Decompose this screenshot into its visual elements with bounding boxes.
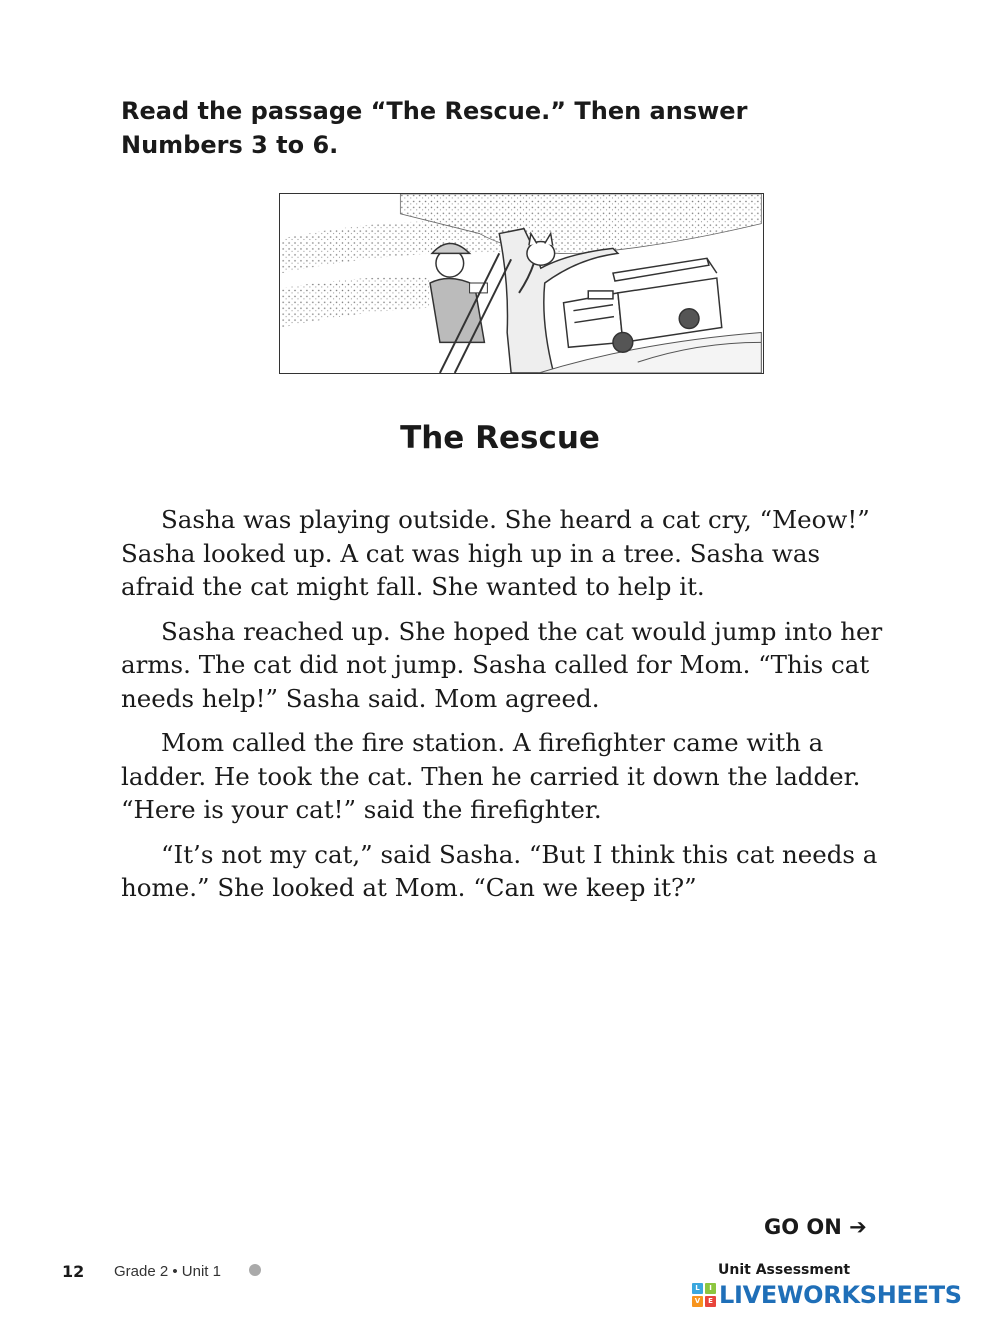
footer-dot-icon (249, 1264, 261, 1276)
go-on-label: GO ON ➔ (764, 1215, 867, 1239)
instructions: Read the passage “The Rescue.” Then answer Numbers 3 to 6. (121, 97, 748, 159)
paragraph-3: Mom called the fire station. A firefighter came with a ladder. He took the cat. Then he carried it down the ladder. “Here is your cat!” said the firefighter. (121, 728, 861, 824)
passage-title: The Rescue (400, 420, 600, 456)
logo-squares-icon (692, 1283, 716, 1307)
unit-assessment-label: Unit Assessment (718, 1262, 851, 1278)
logo-square-e: E (705, 1296, 716, 1307)
grade-unit-label: Grade 2 • Unit 1 (114, 1263, 221, 1280)
paragraph-1: Sasha was playing outside. She heard a cat cry, “Meow!” Sasha looked up. A cat was high up in a tree. Sasha was afraid the cat might fall. She wanted to help it. (121, 505, 870, 601)
page-number: 12 (62, 1262, 85, 1281)
logo-square-l: L (692, 1283, 703, 1294)
passage-illustration (279, 193, 764, 374)
liveworksheets-logo[interactable] (692, 1281, 962, 1309)
logo-square-v: V (692, 1296, 703, 1307)
paragraph-4: “It’s not my cat,” said Sasha. “But I think this cat needs a home.” She looked at Mom. “Can we keep it?” (121, 839, 878, 902)
logo-square-i: I (705, 1283, 716, 1294)
paragraph-2: Sasha reached up. She hoped the cat would jump into her arms. The cat did not jump. Sasha called for Mom. “This cat needs help!” Sasha said. Mom agreed. (121, 616, 883, 713)
firefighter-rescue-illustration-icon (280, 194, 763, 373)
passage-body (121, 503, 891, 916)
logo-text: LIVEWORKSHEETS (719, 1281, 962, 1309)
